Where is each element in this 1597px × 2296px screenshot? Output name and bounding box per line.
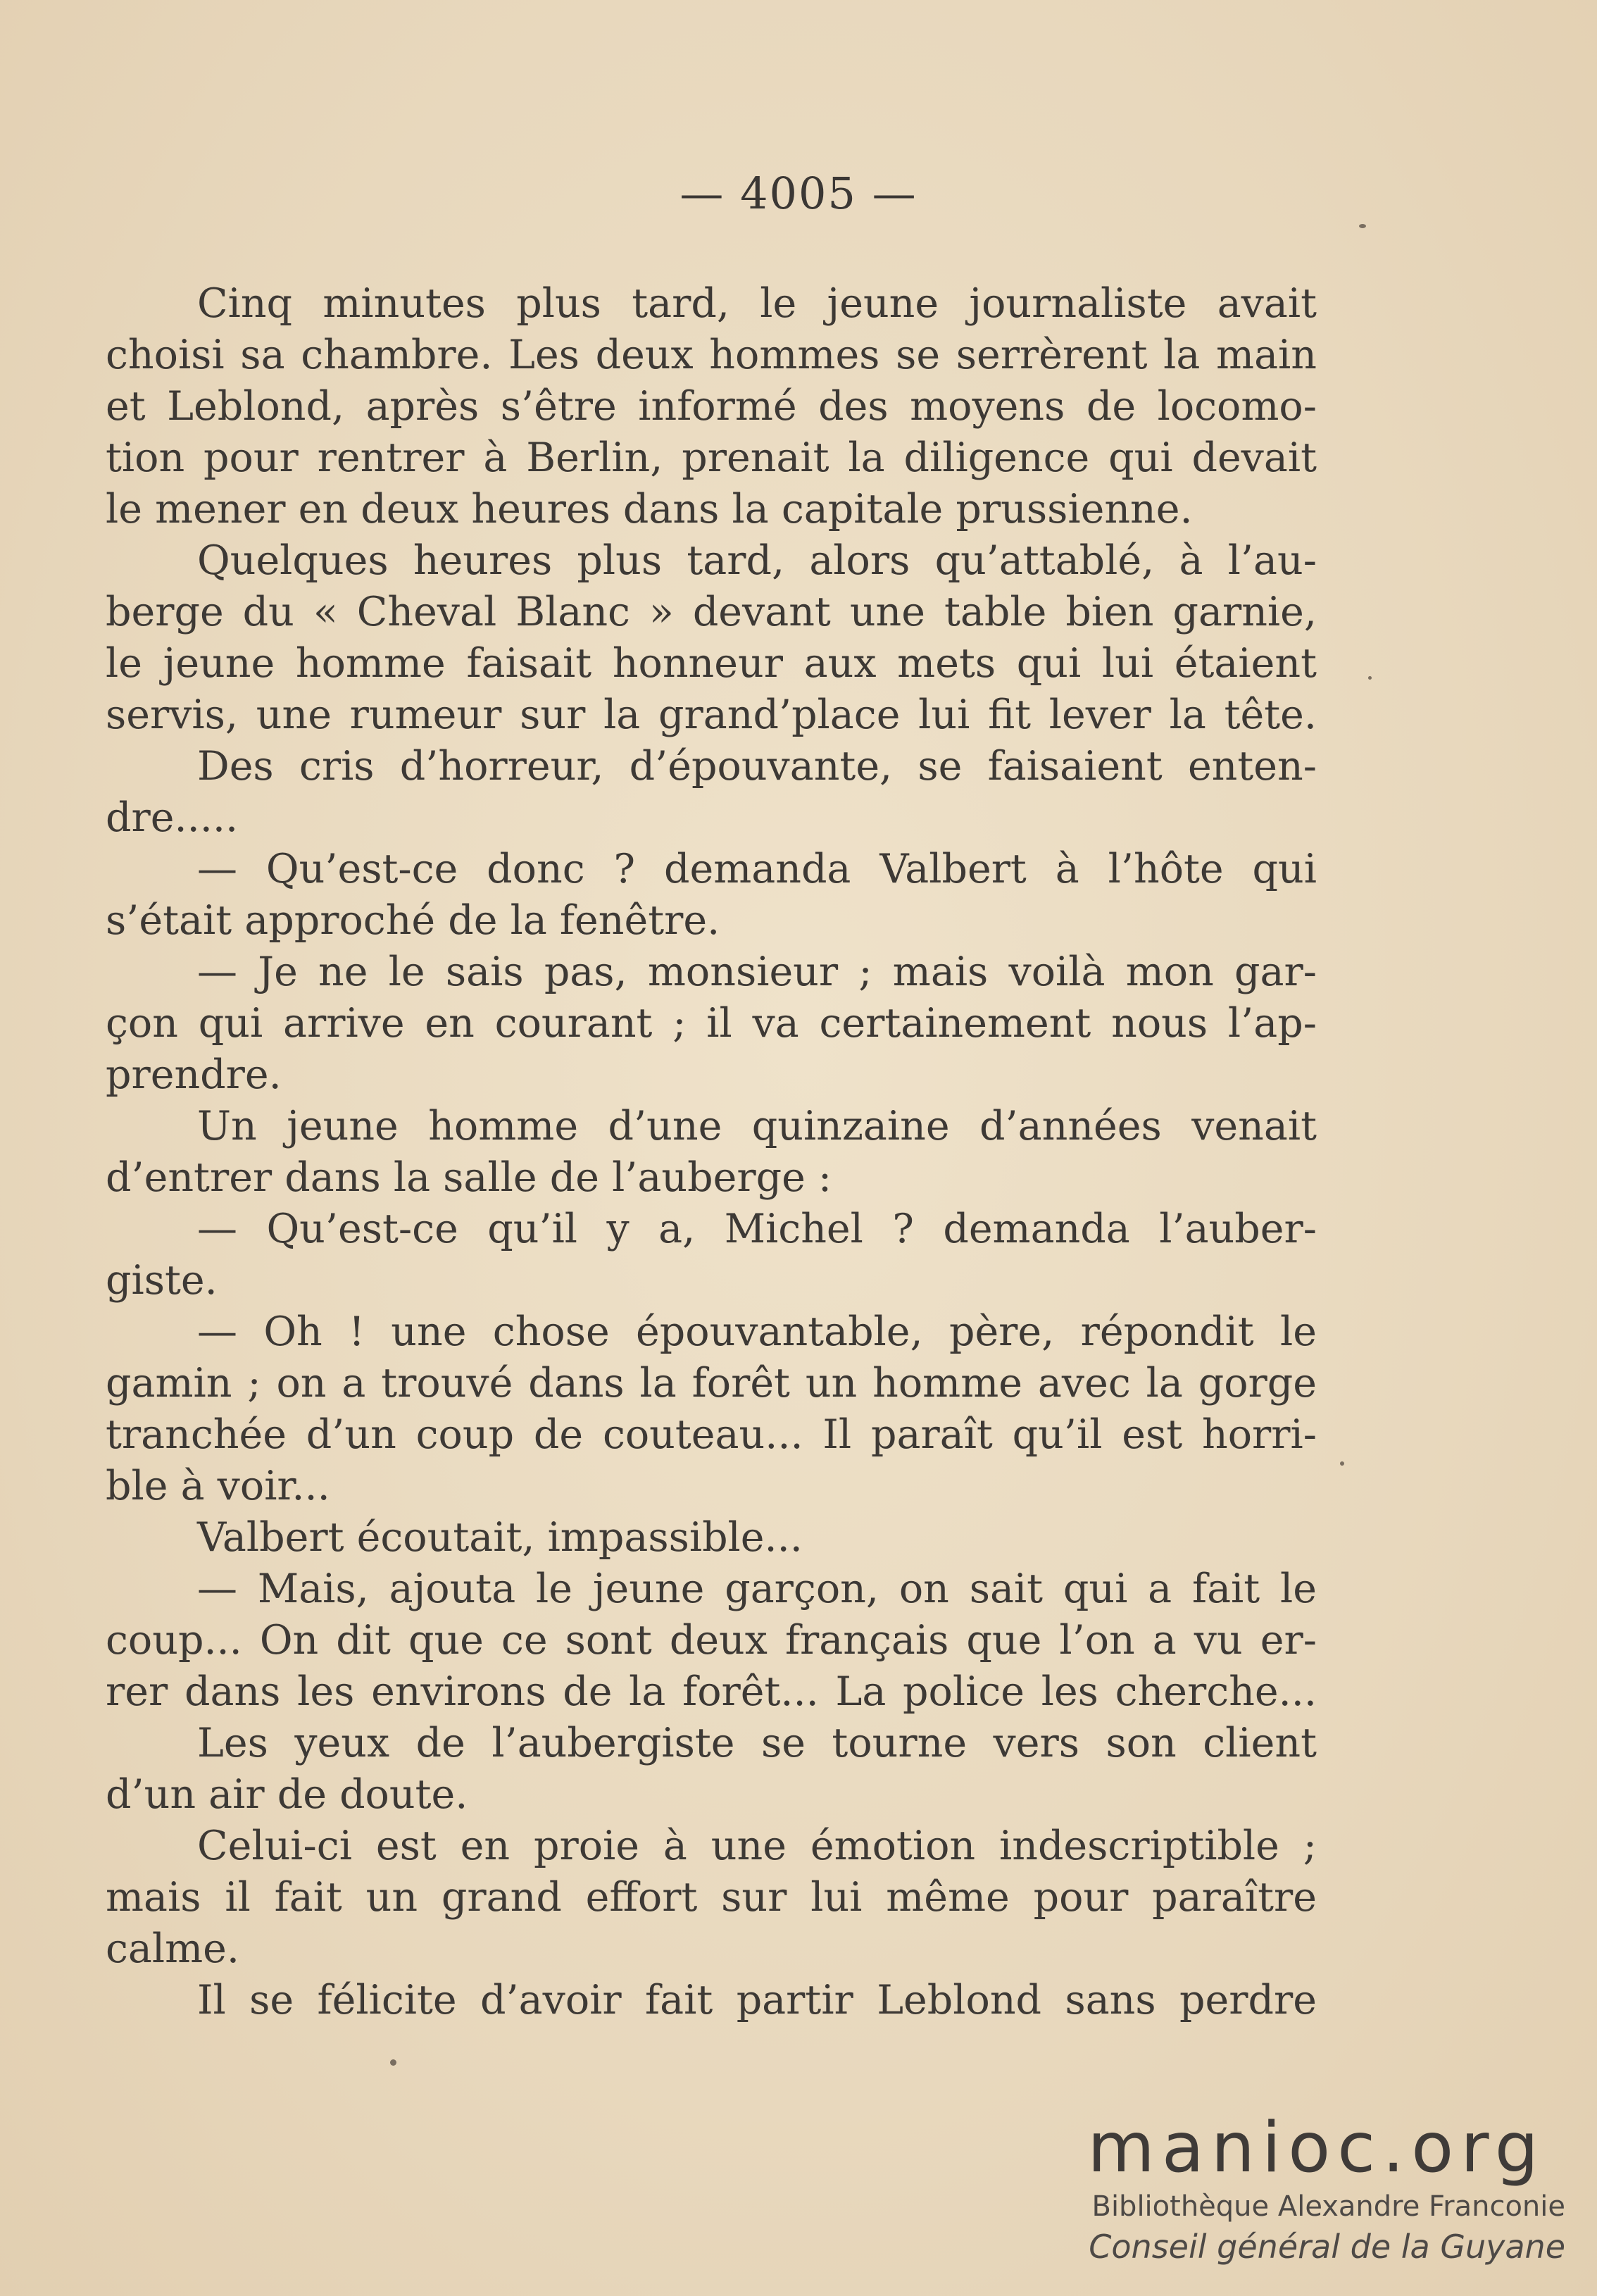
- text-line: d’un air de doute.: [106, 1771, 468, 1818]
- paper-speck: [1368, 676, 1372, 680]
- text-line: mais il fait un grand effort sur lui même pour paraître: [106, 1874, 1317, 1921]
- paper-speck: [1359, 224, 1366, 228]
- text-line: le jeune homme faisait honneur aux mets qui lui étaient: [106, 640, 1317, 687]
- text-line: — Je ne le sais pas, monsieur ; mais voilà mon gar-: [197, 949, 1317, 995]
- text-line: d’entrer dans la salle de l’auberge :: [106, 1154, 832, 1201]
- text-line: et Leblond, après s’être informé des moyens de locomo-: [106, 383, 1317, 430]
- text-line: prendre.: [106, 1052, 282, 1098]
- watermark-library-name: Bibliothèque Alexandre Franconie: [1091, 2190, 1565, 2223]
- text-line: tranchée d’un coup de couteau... Il paraît qu’il est horri-: [106, 1411, 1317, 1458]
- text-line: ble à voir...: [106, 1463, 330, 1509]
- watermark-council-name: Conseil général de la Guyane: [1089, 2228, 1565, 2266]
- body-text: [106, 278, 1317, 2026]
- text-line: — Qu’est-ce qu’il y a, Michel ? demanda l’auber-: [197, 1206, 1317, 1252]
- text-line: s’était approché de la fenêtre.: [106, 897, 720, 944]
- text-line: Cinq minutes plus tard, le jeune journaliste avait: [197, 280, 1317, 327]
- text-line: choisi sa chambre. Les deux hommes se serrèrent la main: [106, 332, 1317, 378]
- manioc-watermark: [1072, 2109, 1565, 2267]
- text-line: giste.: [106, 1257, 218, 1304]
- text-line: coup... On dit que ce sont deux français que l’on a vu er-: [106, 1617, 1317, 1664]
- manioc-logo-text: manioc.org: [1087, 2108, 1546, 2188]
- text-line: tion pour rentrer à Berlin, prenait la diligence qui devait: [106, 435, 1317, 481]
- text-line: — Mais, ajouta le jeune garçon, on sait qui a fait le: [197, 1566, 1317, 1612]
- text-line: Il se félicite d’avoir fait partir Leblond sans perdre: [197, 1977, 1317, 2023]
- text-line: Celui-ci est en proie à une émotion indescriptible ;: [197, 1823, 1317, 1869]
- text-line: calme.: [106, 1926, 240, 1972]
- text-line: — Oh ! une chose épouvantable, père, répondit le: [197, 1309, 1317, 1355]
- text-line: dre.....: [106, 794, 239, 841]
- text-line: servis, une rumeur sur la grand’place lui fit lever la tête.: [106, 692, 1317, 738]
- paper-speck: [390, 2059, 396, 2066]
- paper-speck: [1340, 1461, 1344, 1466]
- page-number: — 4005 —: [679, 168, 918, 219]
- text-line: rer dans les environs de la forêt... La police les cherche...: [106, 1668, 1317, 1715]
- text-line: Quelques heures plus tard, alors qu’attablé, à l’au-: [197, 537, 1317, 584]
- text-line: Un jeune homme d’une quinzaine d’années venait: [197, 1103, 1317, 1149]
- text-line: le mener en deux heures dans la capitale prussienne.: [106, 486, 1193, 532]
- text-line: — Qu’est-ce donc ? demanda Valbert à l’hôte qui: [197, 846, 1317, 892]
- text-line: Des cris d’horreur, d’épouvante, se faisaient enten-: [197, 743, 1317, 790]
- text-line: berge du « Cheval Blanc » devant une table bien garnie,: [106, 589, 1317, 635]
- text-line: Les yeux de l’aubergiste se tourne vers son client: [197, 1720, 1317, 1766]
- text-line: Valbert écoutait, impassible...: [197, 1514, 803, 1561]
- text-line: çon qui arrive en courant ; il va certainement nous l’ap-: [106, 1000, 1317, 1047]
- text-line: gamin ; on a trouvé dans la forêt un homme avec la gorge: [106, 1360, 1317, 1406]
